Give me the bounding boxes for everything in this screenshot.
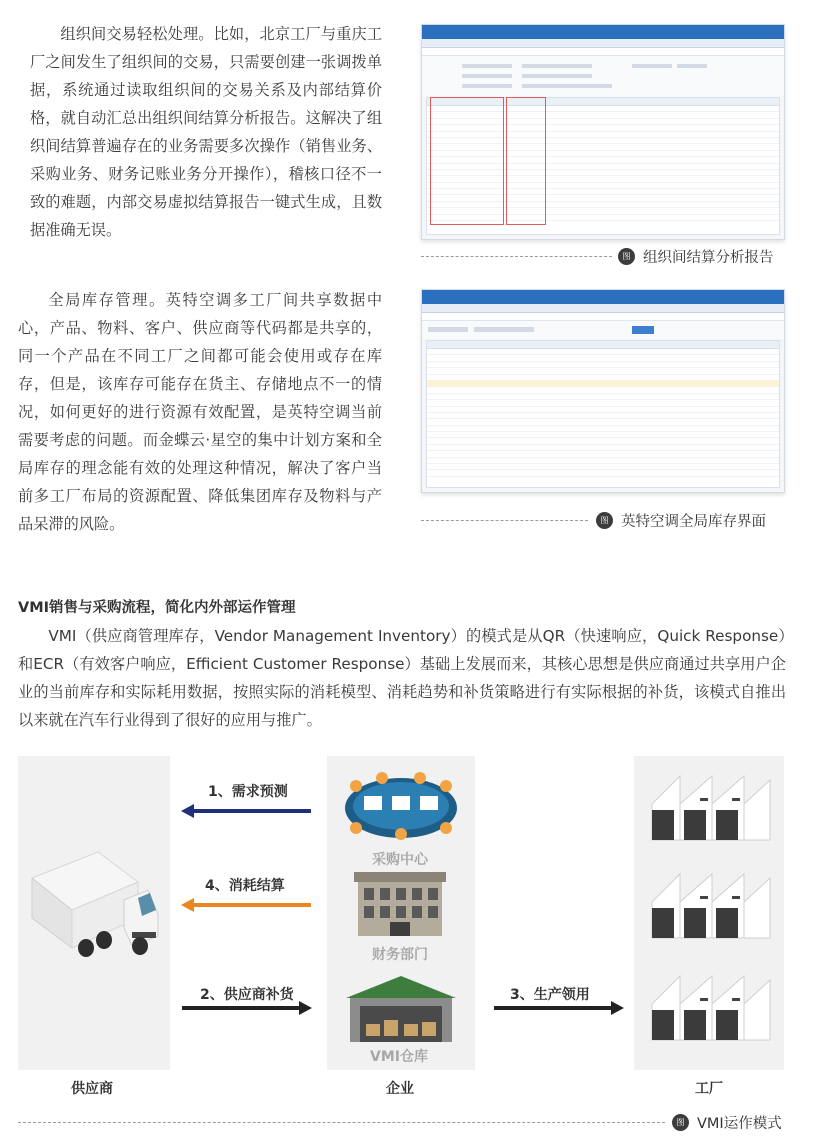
- vmi-heading: VMI销售与采购流程，简化内外部运作管理: [18, 600, 296, 616]
- production-use-label: 3、生产领用: [510, 987, 590, 1003]
- report-caption: 图 组织间结算分析报告: [612, 246, 774, 267]
- supplier-replenish-arrow: [182, 1006, 300, 1010]
- settlement-report-screenshot: [421, 24, 785, 240]
- inventory-paragraph: 全局库存管理。英特空调多工厂间共享数据中心，产品、物料、客户、供应商等代码都是共享的，同一个产品在不同工厂之间都可能会使用或存在库存，但是，该库存可能存在货主、存储地点不一的情况，如何更好的进行资源有效配置，是英特空调当前需要考虑的问题。而金蝶云·星空的集中计划方案和全局库存的理念能有效的处理这种情况，解决了客户当前多工厂布局的资源配置、降低集团库存及物料与产品呆滞的风险。: [18, 291, 382, 533]
- caption-badge-icon: 图: [672, 1114, 689, 1131]
- factory-label: 工厂: [695, 1081, 723, 1097]
- finance-building-icon: [352, 866, 448, 938]
- interorg-paragraph: 组织间交易轻松处理。比如，北京工厂与重庆工厂之间发生了组织间的交易，只需要创建一张调拨单据，系统通过读取组织间的交易关系及内部结算价格，就自动汇总出组织间结算分析报告。这解决了组织间结算普遍存在的业务需要多次操作（销售业务、采购业务、财务记账业务分开操作），稽核口径不一致的难题，内部交易虚拟结算报告一键式生成，且数据准确无误。: [30, 25, 382, 239]
- purchase-center-icon: [342, 768, 460, 844]
- inventory-filter-area-icon: [422, 321, 785, 339]
- purchase-center-label: 采购中心: [372, 852, 428, 868]
- caption-badge-icon: 图: [596, 512, 613, 529]
- enterprise-label: 企业: [386, 1081, 414, 1097]
- inventory-screenshot: [421, 289, 785, 493]
- factory-icon: [650, 868, 772, 940]
- factory-icon: [650, 970, 772, 1042]
- demand-forecast-arrow: [193, 809, 311, 813]
- caption-badge-icon: 图: [618, 248, 635, 265]
- vmi-caption: 图 VMI运作模式: [666, 1112, 782, 1133]
- supplier-replenish-label: 2、供应商补货: [200, 987, 294, 1003]
- report-filter-area-icon: [422, 56, 785, 96]
- consumption-settlement-arrow: [193, 903, 311, 907]
- production-use-arrow: [494, 1006, 612, 1010]
- inventory-caption: 图 英特空调全局库存界面: [590, 510, 766, 531]
- vmi-warehouse-icon: [342, 972, 460, 1044]
- supplier-label: 供应商: [71, 1081, 113, 1097]
- consumption-settlement-label: 4、消耗结算: [205, 878, 285, 894]
- demand-forecast-label: 1、需求预测: [208, 784, 288, 800]
- vmi-paragraph: VMI（供应商管理库存，Vendor Management Inventory）的模式是从QR（快速响应，Quick Response）和ECR（有效客户响应，Efficient Customer Response）基础上发展而来，其核心思想是供应商通过共享用户企业的当前库存和实际耗用数据，按照实际的消耗模型、消耗趋势和补货策略进行有实际根据的补货，该模式自推出以来就在汽车行业得到了很好的应用与推广。: [18, 627, 786, 729]
- finance-department-label: 财务部门: [372, 947, 428, 963]
- truck-icon: [28, 848, 162, 968]
- vmi-warehouse-label: VMI仓库: [370, 1049, 428, 1065]
- factory-icon: [650, 770, 772, 842]
